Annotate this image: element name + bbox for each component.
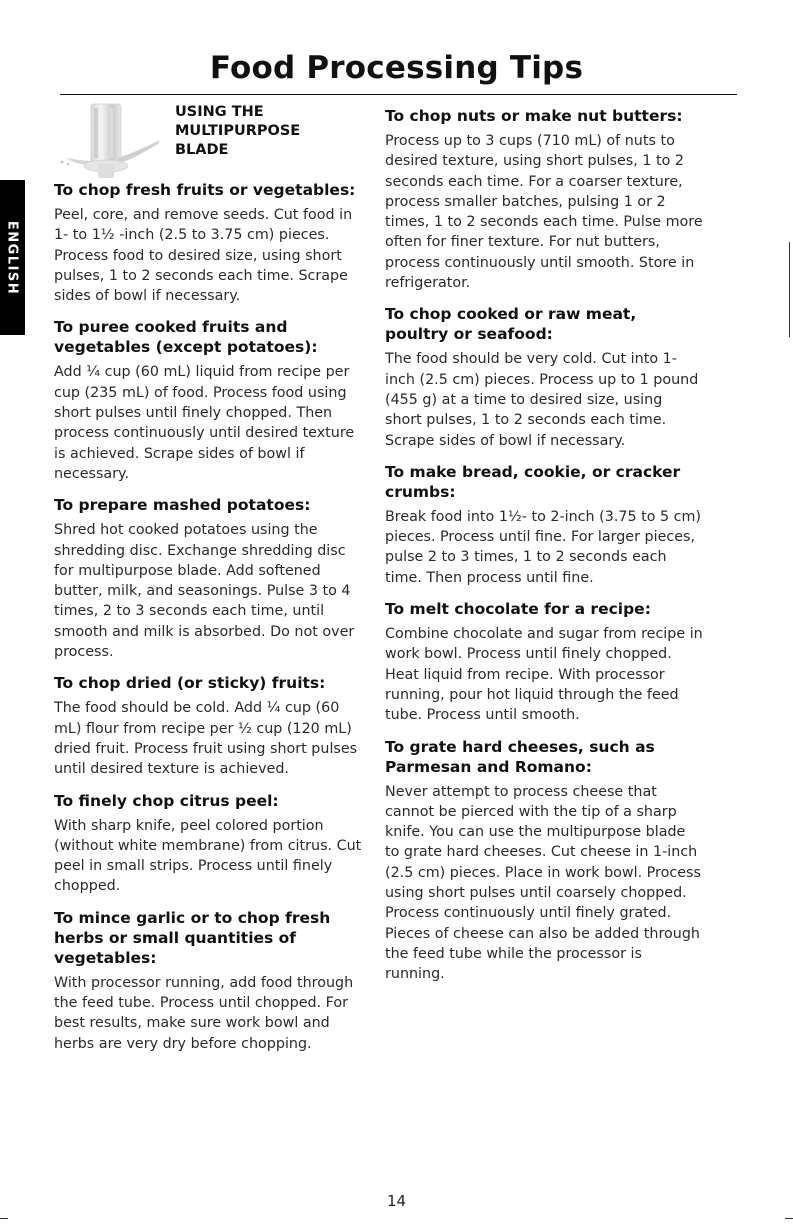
page-title: Food Processing Tips <box>209 50 584 86</box>
crop-mark <box>0 1218 8 1219</box>
tip-heading: To chop dried (or sticky) fruits: <box>54 674 326 693</box>
tip-heading: To grate hard cheeses, such as Parmesan and Romano: <box>385 737 655 776</box>
tip-body: Add ¼ cup (60 mL) liquid from recipe per cup (235 mL) of food. Process food using short pulses until finely chopped. Then process continuously until desired texture is achieved. Scrape sides of bowl if necessary. <box>54 364 355 482</box>
tip-chocolate <box>385 599 703 725</box>
tip-heading: To chop cooked or raw meat, poultry or seafood: <box>385 305 637 344</box>
tip-body: The food should be very cold. Cut into 1-inch (2.5 cm) pieces. Process up to 1 pound (455 g) at a time to desired size, using short pulses, 1 to 2 seconds each time. Scrape sides of bowl if necessary. <box>385 351 699 449</box>
tip-body: Combine chocolate and sugar from recipe in work bowl. Process until finely chopped. Heat liquid from recipe. With processor running, pour hot liquid through the feed tube. Process until smooth. <box>385 626 703 724</box>
tip-nuts <box>385 106 703 293</box>
page-number: 14 <box>386 1192 407 1210</box>
tip-crumbs <box>385 462 703 588</box>
tip-heading: To melt chocolate for a recipe: <box>385 600 651 619</box>
multipurpose-blade-illustration <box>58 100 166 182</box>
tip-body: With processor running, add food through the feed tube. Process until chopped. For best results, make sure work bowl and herbs are very dry before chopping. <box>54 974 354 1052</box>
tip-chop-fresh <box>54 180 367 306</box>
tip-body: Shred hot cooked potatoes using the shredding disc. Exchange shredding disc for multipurpose blade. Add softened butter, milk, and seasonings. Pulse 3 to 4 times, 2 to 3 seconds each time, until smooth and milk is absorbed. Do not over process. <box>54 522 355 661</box>
tip-cheese <box>385 737 703 985</box>
tip-body: Break food into 1½- to 2-inch (3.75 to 5 cm) pieces. Process until fine. For larger pieces, pulse 2 to 3 times, 1 to 2 seconds each time. Then process until fine. <box>385 508 701 586</box>
tip-body: With sharp knife, peel colored portion (without white membrane) from citrus. Cut peel in small strips. Process until finely chopped. <box>54 817 362 895</box>
tip-garlic-herbs <box>54 908 367 1054</box>
section-title <box>175 103 335 160</box>
title-divider <box>60 94 737 95</box>
section-title-line: USING THE <box>175 104 264 120</box>
tip-body: Never attempt to process cheese that cannot be pierced with the tip of a sharp knife. You can use the multipurpose blade to grate hard cheeses. Cut cheese in 1-inch (2.5 cm) pieces. Place in work bowl. Process using short pulses until coarsely chopped. Process continuously until finely grated. Pieces of cheese can also be added through the feed tube while the processor is running. <box>385 783 701 983</box>
tip-citrus-peel <box>54 791 367 897</box>
crop-mark <box>785 1218 793 1219</box>
tip-heading: To chop fresh fruits or vegetables: <box>54 181 356 199</box>
section-title-line: BLADE <box>175 142 229 158</box>
tip-heading: To finely chop citrus peel: <box>54 791 279 810</box>
tip-heading: To chop nuts or make nut butters: <box>385 107 683 125</box>
tip-meat <box>385 304 703 450</box>
tip-heading: To prepare mashed potatoes: <box>54 496 311 515</box>
tip-dried-fruits <box>54 673 367 779</box>
margin-rule <box>789 242 790 337</box>
tip-body: Peel, core, and remove seeds. Cut food in 1- to 1½ -inch (2.5 to 3.75 cm) pieces. Process food to desired size, using short pulses, 1 to 2 seconds each time. Scrape sides of bowl if necessary. <box>54 207 353 305</box>
section-title-line: MULTIPURPOSE <box>175 123 301 139</box>
tip-mashed-potatoes <box>54 495 367 662</box>
language-tab <box>0 180 25 335</box>
tip-body: Process up to 3 cups (710 mL) of nuts to desired texture, using short pulses, 1 to 2 seconds each time. For a coarser texture, process smaller batches, pulsing 1 or 2 times, 1 to 2 seconds each time. Pulse more often for finer texture. For nut butters, process continuously until smooth. Store in refrigerator. <box>385 133 703 292</box>
language-tab-label: ENGLISH <box>4 220 20 296</box>
tip-puree <box>54 317 367 484</box>
right-column <box>385 106 703 996</box>
left-column <box>54 180 367 1065</box>
tip-body: The food should be cold. Add ¼ cup (60 mL) flour from recipe per ½ cup (120 mL) dried fruit. Process fruit using short pulses until desired texture is achieved. <box>54 700 358 778</box>
tip-heading: To make bread, cookie, or cracker crumbs: <box>385 462 681 501</box>
tip-heading: To puree cooked fruits and vegetables (except potatoes): <box>54 318 318 357</box>
tip-heading: To mince garlic or to chop fresh herbs or small quantities of vegetables: <box>54 908 331 967</box>
